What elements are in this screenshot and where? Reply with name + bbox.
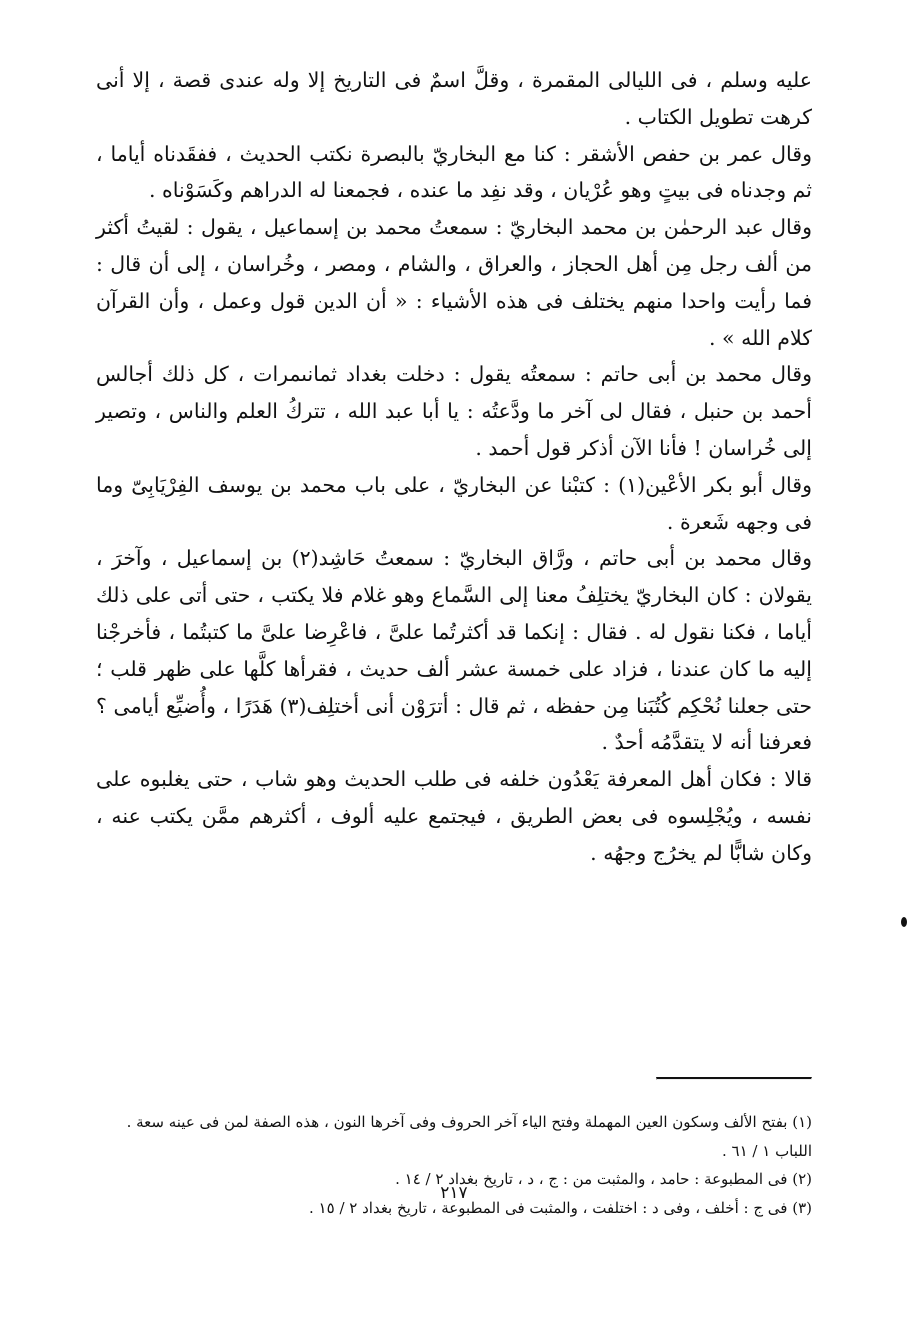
footnotes	[96, 1108, 812, 1222]
margin-mark	[901, 917, 907, 927]
paragraph: وقال محمد بن أبى حاتم : سمعتُه يقول : دخلت بغداد ثمانىمرات ، كل ذلك أجالس أحمد بن حنبل ، فقال لى آخر ما ودَّعتُه : يا أبا عبد الله ، تتركُ العلم والناس ، وتصير إلى خُراسان ! فأنا الآن أذكر قول أحمد .	[96, 362, 812, 460]
paragraph: عليه وسلم ، فى الليالى المقمرة ، وقلَّ اسمٌ فى التاريخ إلا وله عندى قصة ، إلا أنى كرهت تطويل الكتاب .	[96, 68, 812, 129]
footnote: (١) بفتح الألف وسكون العين المهملة وفتح الياء آخر الحروف وفى آخرها النون ، هذه الصفة لمن فى عينه سعة . اللباب ١ / ٦١ .	[126, 1113, 812, 1160]
page-number: ٢١٧	[440, 1183, 468, 1203]
footnote-divider	[656, 1077, 812, 1080]
paragraph: وقال عمر بن حفص الأشقر : كنا مع البخاريّ بالبصرة نكتب الحديث ، ففقَدناه أياما ، ثم وجدناه فى بيتٍ وهو عُرْيان ، وقد نفِد ما عنده ، فجمعنا له الدراهم وكَسَوْناه .	[96, 141, 812, 203]
paragraph: وقال عبد الرحمٰن بن محمد البخاريّ : سمعتُ محمد بن إسماعيل ، يقول : لقيتُ أكثر من ألف رجل مِن أهل الحجاز ، والعراق ، والشام ، ومصر ، وخُراسان ، إلى أن قال : فما رأيت واحدا منهم يختلف فى هذه الأشياء : « أن الدين قول وعمل ، وأن القرآن كلام الله » .	[96, 215, 812, 350]
footnote: (٣) فى ج : أخلف ، وفى د : اختلفت ، والمثبت فى المطبوعة ، تاريخ بغداد ٢ / ١٥ .	[309, 1198, 812, 1217]
paragraph: وقال أبو بكر الأعْين(١) : كتبْنا عن البخاريّ ، على باب محمد بن يوسف الفِرْيَابِىّ وما فى وجهه شَعرة .	[96, 472, 812, 534]
footnote: (٢) فى المطبوعة : حامد ، والمثبت من : ج ، د ، تاريخ بغداد ٢ / ١٤ .	[395, 1170, 812, 1188]
main-text	[96, 62, 812, 872]
paragraph: قالا : فكان أهل المعرفة يَعْدُون خلفه فى طلب الحديث وهو شاب ، حتى يغلبوه على نفسه ، ويُجْلِسوه فى بعض الطريق ، فيجتمع عليه ألوف ، أكثرهم ممَّن يكتب عنه ، وكان شابًّا لم يخرُج وجهُه .	[96, 767, 812, 865]
paragraph: وقال محمد بن أبى حاتم ، ورَّاق البخاريّ : سمعتُ حَاشِد(٢) بن إسماعيل ، وآخرَ ، يقولان : كان البخاريّ يختلِفُ معنا إلى السَّماع وهو غلام فلا يكتب ، حتى أتى على ذلك أياما ، فكنا نقول له . فقال : إنكما قد أكثرتُما علىَّ ، فاعْرِضا علىَّ ما كتبتُما ، فأخرجْنا إليه ما كان عندنا ، فزاد على خمسة عشر ألف حديث ، فقرأها كلَّها على ظهر قلب ؛ حتى جعلنا نُحْكِم كُتُبَنا مِن حفظه ، ثم قال : أترَوْن أنى أختلِف(٣) هَدَرًا ، وأُضيِّع أيامى ؟ فعرفنا أنه لا يتقدَّمُه أحدٌ .	[96, 546, 812, 755]
